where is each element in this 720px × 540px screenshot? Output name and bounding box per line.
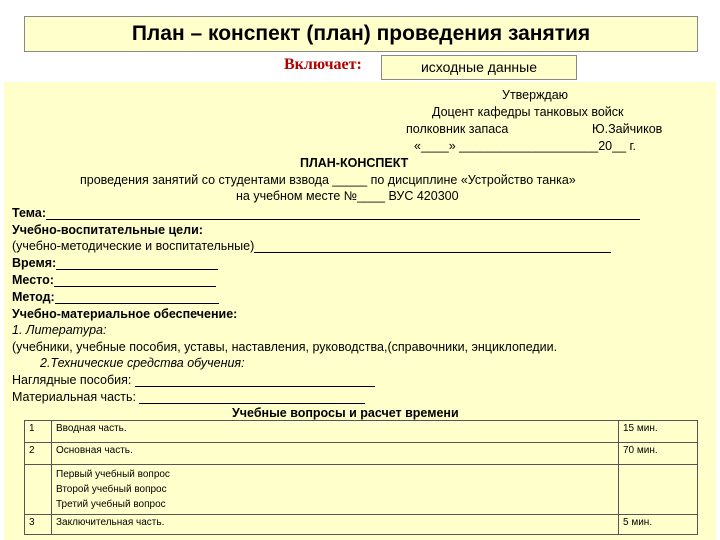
doc-heading: ПЛАН-КОНСПЕКТ [300, 156, 409, 170]
approval-line1: Утверждаю [502, 88, 569, 102]
approval-date: «____» ____________________20__ г. [414, 139, 637, 153]
approval-name: Ю.Зайчиков [592, 122, 663, 136]
question-item: Третий учебный вопрос [56, 499, 166, 510]
approval-rank: полковник запаса [406, 122, 509, 136]
row-time: 15 мин. [619, 421, 698, 443]
row-time: 70 мин. [619, 443, 698, 465]
doc-subtitle-2: на учебном месте №____ ВУС 420300 [236, 189, 459, 203]
method-row [12, 290, 219, 304]
time-label: Время: [12, 256, 57, 270]
table-row [25, 421, 698, 443]
literature-text: (учебники, учебные пособия, уставы, наставления, руководства,(справочники, энциклопедии. [12, 340, 558, 354]
tech-means-label: 2.Технические средства обучения: [40, 356, 245, 370]
material-label: Материальная часть: [12, 390, 136, 404]
topic-row [12, 206, 640, 220]
doc-subtitle-1: проведения занятий со студентами взвода _____ по дисциплине «Устройство танка» [80, 173, 576, 187]
visual-aids-row [12, 373, 375, 387]
topic-label: Тема: [12, 206, 46, 220]
place-blank [54, 274, 216, 287]
literature-label: 1. Литература: [12, 323, 107, 337]
source-data-box: исходные данные [381, 55, 577, 80]
material-blank [139, 391, 365, 404]
row-time: 5 мин. [619, 515, 698, 535]
row-time [619, 465, 698, 515]
row-number: 2 [25, 443, 52, 465]
visual-aids-label: Наглядные пособия: [12, 373, 132, 387]
time-blank [56, 257, 218, 270]
row-number: 1 [25, 421, 52, 443]
question-item: Первый учебный вопрос [56, 469, 170, 480]
method-blank [55, 291, 219, 304]
approval-line2: Доцент кафедры танковых войск [432, 105, 624, 119]
questions-cell [52, 465, 619, 515]
table-row [25, 515, 698, 535]
table-row [25, 465, 698, 515]
visual-aids-blank [135, 374, 375, 387]
row-text: Заключительная часть. [52, 515, 619, 535]
row-text: Вводная часть. [52, 421, 619, 443]
goals-blank [254, 240, 611, 253]
questions-heading: Учебные вопросы и расчет времени [232, 406, 459, 420]
place-row [12, 273, 216, 287]
goals-row [12, 239, 611, 253]
goals-label: Учебно-воспитательные цели: [12, 223, 203, 237]
question-item: Второй учебный вопрос [56, 484, 167, 495]
topic-blank [46, 207, 640, 220]
includes-label: Включает: [284, 56, 362, 73]
row-number [25, 465, 52, 515]
material-row [12, 390, 365, 404]
goals-text: (учебно-методические и воспитательные) [12, 239, 255, 253]
table-row [25, 443, 698, 465]
time-row [12, 256, 218, 270]
schedule-table [24, 420, 698, 535]
row-number: 3 [25, 515, 52, 535]
method-label: Метод: [12, 290, 55, 304]
row-text: Основная часть. [52, 443, 619, 465]
place-label: Место: [12, 273, 54, 287]
page-title: План – конспект (план) проведения занятия [24, 16, 698, 52]
support-label: Учебно-материальное обеспечение: [12, 307, 238, 321]
